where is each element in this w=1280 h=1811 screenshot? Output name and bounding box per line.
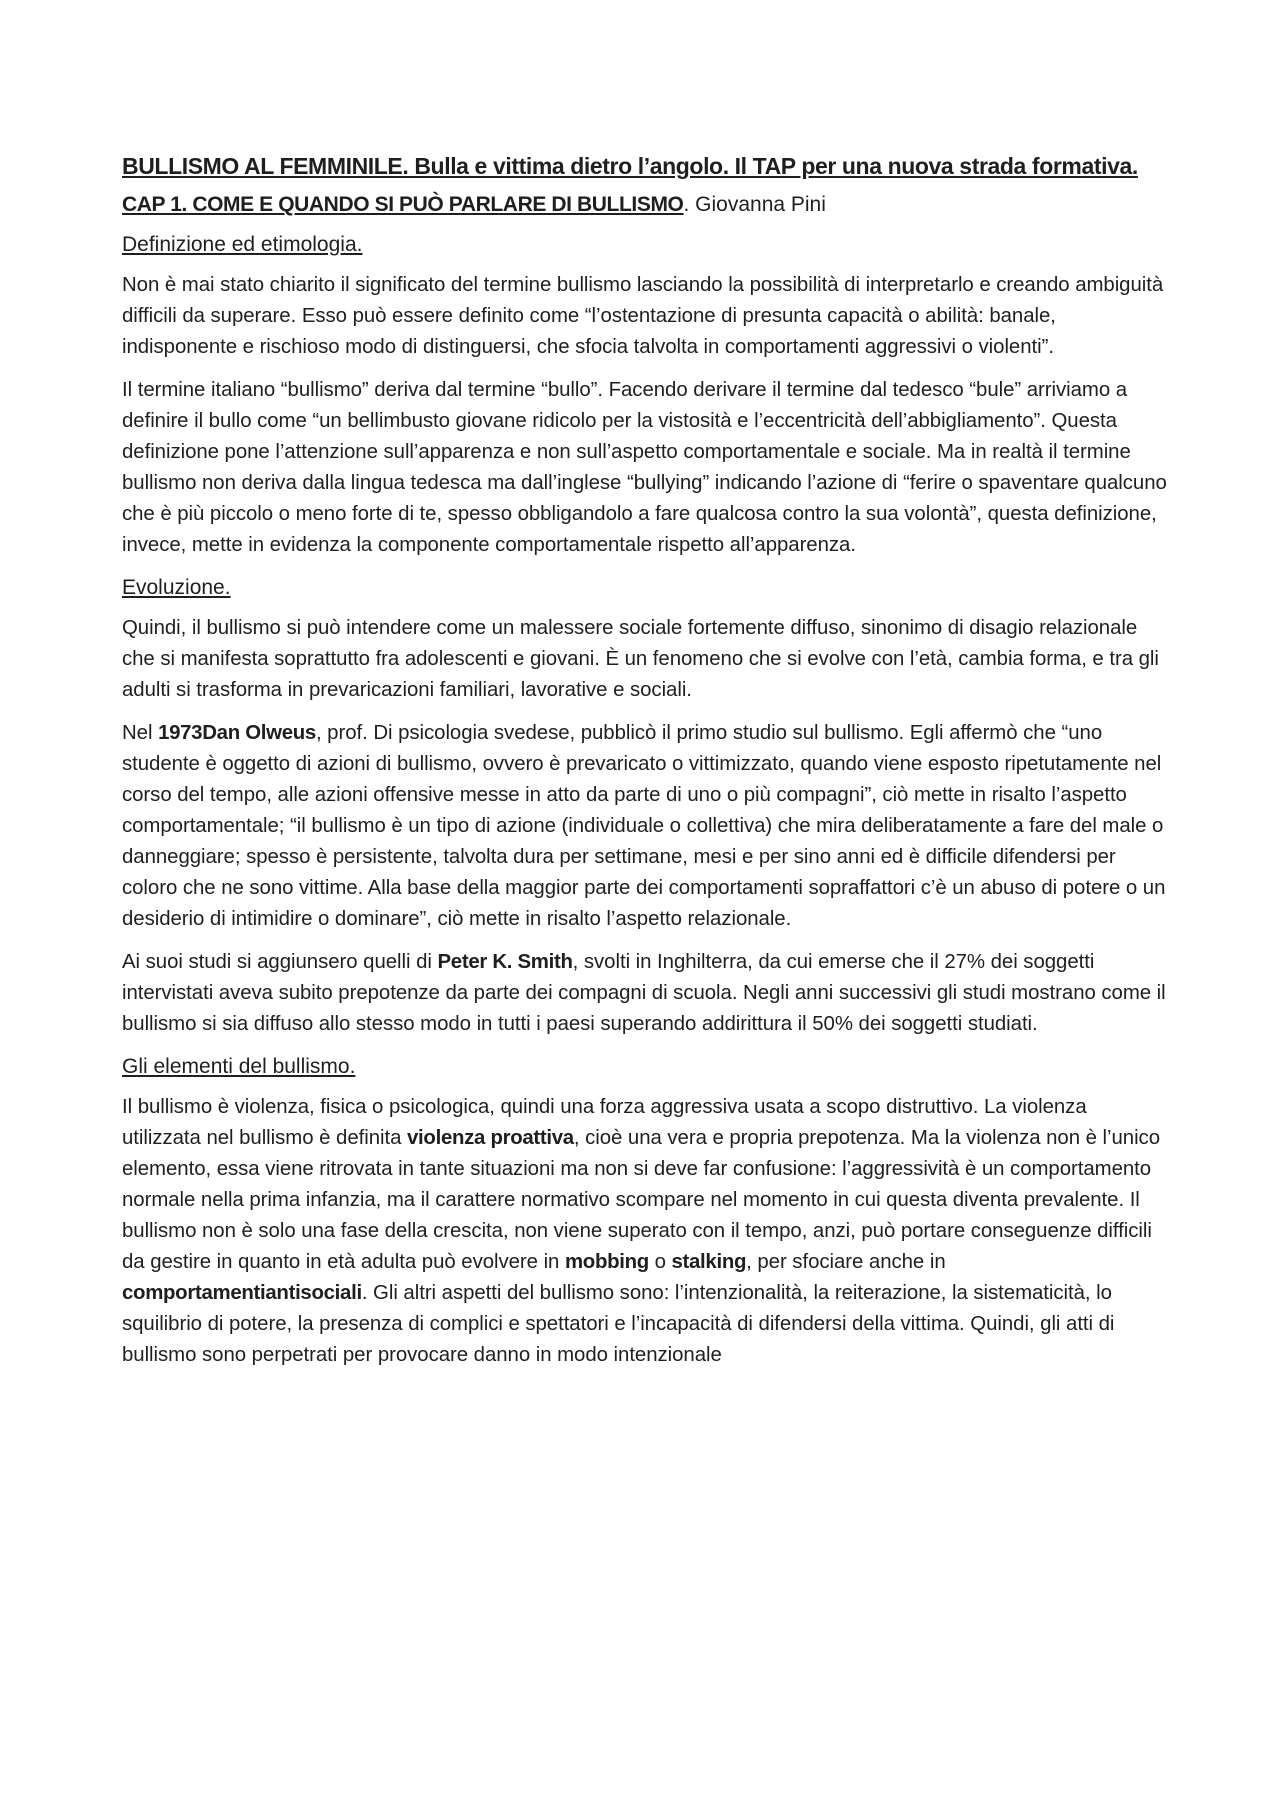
section-heading-elementi: Gli elementi del bullismo.	[122, 1055, 356, 1078]
text-run: , per sfociare anche in	[746, 1251, 946, 1273]
text-run: Nel	[122, 722, 159, 744]
bold-term-olweus: 1973Dan Olweus	[158, 722, 316, 744]
bold-term-violenza-proattiva: violenza proattiva	[407, 1127, 574, 1149]
bold-term-smith: Peter K. Smith	[437, 951, 573, 973]
chapter-author: . Giovanna Pini	[683, 193, 826, 216]
section-heading-definizione: Definizione ed etimologia.	[122, 233, 363, 256]
text-run: Ai suoi studi si aggiunsero quelli di	[122, 951, 438, 973]
section-heading-evoluzione: Evoluzione.	[122, 576, 231, 599]
text-run: o	[648, 1251, 672, 1273]
chapter-line	[122, 190, 1170, 220]
chapter-title: CAP 1. COME E QUANDO SI PUÒ PARLARE DI BULLISMO	[122, 193, 684, 216]
document-title: BULLISMO AL FEMMINILE. Bulla e vittima dietro l’angolo. Il TAP per una nuova strada formativa.	[122, 153, 1138, 179]
text-run: , svolti in Inghilterra, da cui emerse che il 27% dei soggetti intervistati aveva subito prepotenze da parte dei compagni di scuola. Negli anni successivi gli studi mostrano come il bullismo si sia diffuso allo stesso modo in tutti i paesi superando addirittura il 50% dei soggetti studiati.	[122, 951, 1166, 1035]
bold-term-antisociali: comportamentiantisociali	[122, 1282, 362, 1304]
text-run: . Gli altri aspetti del bullismo sono: l’intenzionalità, la reiterazione, la sistematicità, lo squilibrio di potere, la presenza di complici e spettatori e l’incapacità di difendersi della vittima. Quindi, gli atti di bullismo sono perpetrati per provocare danno in modo intenzionale	[122, 1282, 1115, 1366]
text-run: , cioè una vera e propria prepotenza. Ma la violenza non è l’unico elemento, essa viene ritrovata in tante situazioni ma non si deve far confusione: l’aggressività è un comportamento normale nella prima infanzia, ma il carattere normativo scompare nel momento in cui questa diventa prevalente. Il bullismo non è solo una fase della crescita, non viene superato con il tempo, anzi, può portare conseguenze difficili da gestire in quanto in età adulta può evolvere in	[122, 1127, 1160, 1273]
bold-term-stalking: stalking	[671, 1251, 747, 1273]
text-run: , prof. Di psicologia svedese, pubblicò il primo studio sul bullismo. Egli affermò che “uno studente è oggetto di azioni di bullismo, ovvero è prevaricato o vittimizzato, quando viene esposto ripetutamente nel corso del tempo, alle azioni offensive messe in atto da parte di uno o più compagni”, ciò mette in risalto l’aspetto comportamentale; “il bullismo è un tipo di azione (individuale o collettiva) che mira deliberatamente a fare del male o danneggiare; spesso è persistente, talvolta dura per settimane, mesi e per sino anni ed è difficile difendersi per coloro che ne sono vittime. Alla base della maggior parte dei comportamenti sopraffattori c’è un abuso di potere o un desiderio di intimidire o dominare”, ciò mette in risalto l’aspetto relazionale.	[122, 722, 1166, 930]
paragraph: Il termine italiano “bullismo” deriva dal termine “bullo”. Facendo derivare il termine dal tedesco “bule” arriviamo a definire il bullo come “un bellimbusto giovane ridicolo per la vistosità e l’eccentricità dell’abbigliamento”. Questa definizione pone l’attenzione sull’apparenza e non sull’aspetto comportamentale e sociale. Ma in realtà il termine bullismo non deriva dalla lingua tedesca ma dall’inglese “bullying” indicando l’azione di “ferire o spaventare qualcuno che è più piccolo o meno forte di te, spesso obbligandolo a fare qualcosa contro la sua volontà”, questa definizione, invece, mette in evidenza la componente comportamentale rispetto all’apparenza.	[122, 379, 1167, 556]
paragraph: Non è mai stato chiarito il significato del termine bullismo lasciando la possibilità di interpretarlo e creando ambiguità difficili da superare. Esso può essere definito come “l’ostentazione di presunta capacità o abilità: banale, indisponente e rischioso modo di distinguersi, che sfocia talvolta in comportamenti aggressivi o violenti”.	[122, 274, 1164, 358]
text-run: Il bullismo è violenza, fisica o psicologica, quindi una forza aggressiva usata a scopo distruttivo. La violenza utilizzata nel bullismo è definita	[122, 1096, 1087, 1149]
paragraph	[122, 947, 1170, 1040]
paragraph	[122, 1092, 1170, 1371]
bold-term-mobbing: mobbing	[564, 1251, 649, 1273]
paragraph: Quindi, il bullismo si può intendere come un malessere sociale fortemente diffuso, sinonimo di disagio relazionale che si manifesta soprattutto fra adolescenti e giovani. È un fenomeno che si evolve con l’età, cambia forma, e tra gli adulti si trasforma in prevaricazioni familiari, lavorative e sociali.	[122, 617, 1159, 701]
paragraph	[122, 718, 1170, 935]
